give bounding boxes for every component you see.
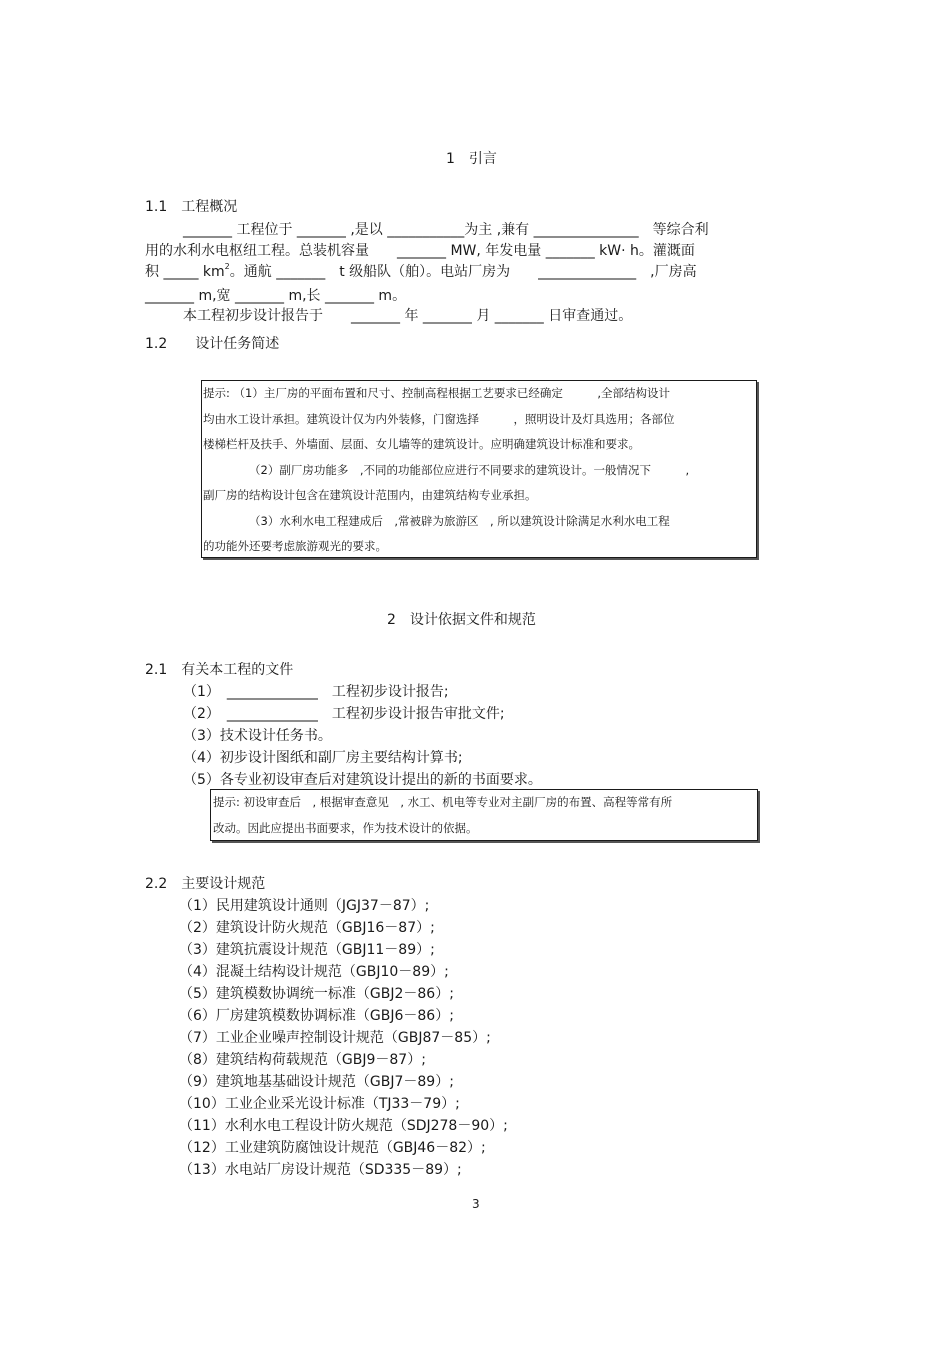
document-list-item: （2） _____________ 工程初步设计报告审批文件; [183, 706, 505, 722]
document-list-item: （4）初步设计图纸和副厂房主要结构计算书; [183, 750, 463, 766]
code-list-item: （2）建筑设计防火规范（GBJ16－87）; [179, 920, 435, 936]
code-list-item: （11）水利水电工程设计防火规范（SDJ278－90）; [179, 1118, 508, 1134]
code-list-item: （7）工业企业噪声控制设计规范（GBJ87－85）; [179, 1030, 491, 1046]
code-list-item: （9）建筑地基基础设计规范（GBJ7－89）; [179, 1074, 454, 1090]
code-list-item: （3）建筑抗震设计规范（GBJ11－89）; [179, 942, 435, 958]
code-list-item: （1）民用建筑设计通则（JGJ37－87）; [179, 898, 430, 914]
section-1-1-heading: 1.1 工程概况 [145, 199, 238, 215]
tip-line: 的功能外还要考虑旅游观光的要求。 [203, 539, 387, 553]
code-list-item: （5）建筑模数协调统一标准（GBJ2－86）; [179, 986, 454, 1002]
code-list-item: （4）混凝土结构设计规范（GBJ10－89）; [179, 964, 449, 980]
tip-line: 提示: 初设审查后 , 根据审查意见 , 水工、机电等专业对主副厂房的布置、高程等常有所 [213, 795, 673, 809]
code-list-item: （13）水电站厂房设计规范（SD335－89）; [179, 1162, 462, 1178]
review-tip-box [210, 789, 758, 841]
tip-line: 楼梯栏杆及扶手、外墙面、层面、女儿墙等的建筑设计。应明确建筑设计标准和要求。 [203, 437, 640, 451]
tip-line: （2）副厂房功能多 ,不同的功能部位应进行不同要求的建筑设计。一般情况下 , [249, 462, 690, 477]
design-task-tip-box [201, 380, 757, 558]
section-2-1-heading: 2.1 有关本工程的文件 [145, 662, 294, 678]
tip-line: 提示: （1）主厂房的平面布置和尺寸、控制高程根据工艺要求已经确定 ,全部结构设计 [203, 386, 670, 400]
code-list-item: （12）工业建筑防腐蚀设计规范（GBJ46－82）; [179, 1140, 486, 1156]
tip-line: 副厂房的结构设计包含在建筑设计范围内，由建筑结构专业承担。 [203, 488, 537, 502]
s11-line-3 [145, 261, 697, 281]
code-list-item: （10）工业企业采光设计标准（TJ33－79）; [179, 1096, 460, 1112]
document-list-item: （5）各专业初设审查后对建筑设计提出的新的书面要求。 [183, 772, 542, 788]
s11-line-4: _______ m,宽 _______ m,长 _______ m。 [145, 288, 407, 304]
page-number: 3 [472, 1197, 480, 1211]
code-list-item: （6）厂房建筑模数协调标准（GBJ6－86）; [179, 1008, 454, 1024]
section-2-2-heading: 2.2 主要设计规范 [145, 876, 266, 892]
tip-line: （3）水利水电工程建成后 ,常被辟为旅游区 , 所以建筑设计除满足水利水电工程 [249, 513, 670, 528]
section-1-2-heading: 1.2 设计任务简述 [145, 336, 280, 352]
document-list-item: （1） _____________ 工程初步设计报告; [183, 684, 449, 700]
s11-line-3a: 积 _____ km [145, 264, 225, 280]
s11-line-5: 本工程初步设计报告于 _______ 年 _______ 月 _______ 日审查通过。 [183, 308, 633, 324]
s11-line-1: _______ 工程位于 _______ ,是以 ___________为主 ,兼有 _______________ 等综合利 [183, 222, 709, 238]
document-list-item: （3）技术设计任务书。 [183, 728, 332, 744]
section-2-title: 2 设计依据文件和规范 [387, 612, 536, 628]
s11-line-3b: 。通航 _______ t 级船队（舶）。电站厂房为 ______________ ,厂房高 [229, 264, 697, 280]
s11-line-2: 用的水利水电枢纽工程。总装机容量 _______ MW, 年发电量 _______ kW· h。灌溉面 [145, 243, 695, 259]
superscript-2: 2 [224, 262, 230, 271]
tip-line: 改动。因此应提出书面要求，作为技术设计的依据。 [213, 820, 478, 835]
code-list-item: （8）建筑结构荷载规范（GBJ9－87）; [179, 1052, 426, 1068]
section-1-title: 1 引言 [446, 151, 497, 167]
tip-line: 均由水工设计承担。建筑设计仅为内外装修，门窗选择 ，照明设计及灯具选用；各部位 [203, 411, 675, 426]
